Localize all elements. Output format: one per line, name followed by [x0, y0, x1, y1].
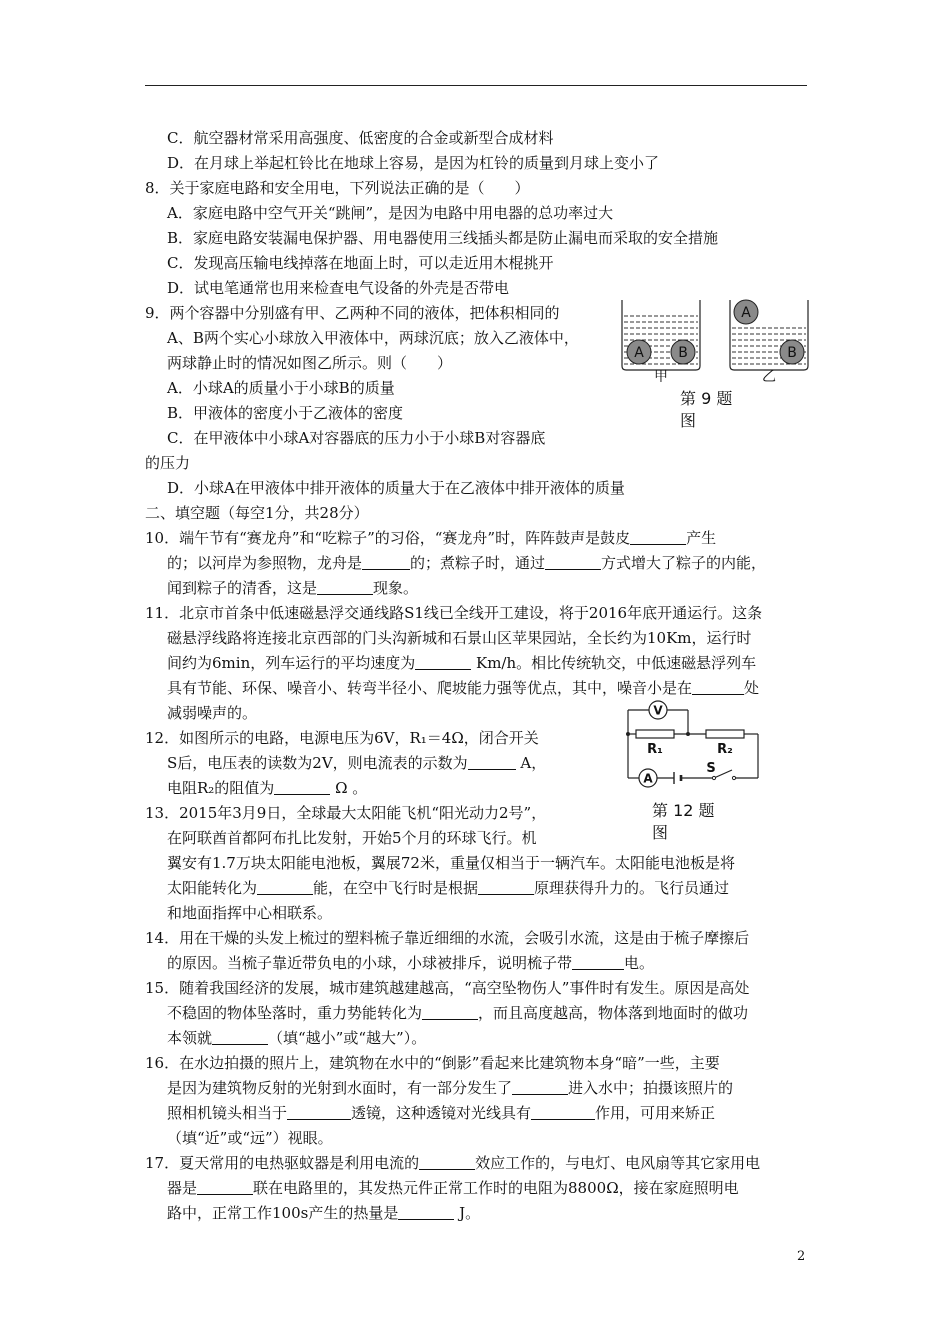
q10-line3: 闻到粽子的清香，这是 现象。	[167, 579, 419, 597]
label-jia: 甲	[654, 369, 668, 382]
q16-blank2[interactable]	[287, 1105, 351, 1120]
q10-blank1[interactable]	[630, 530, 686, 545]
container-jia	[622, 300, 700, 370]
q11-line2: 磁悬浮线路将连接北京西部的门头沟新城和石景山区苹果园站，全长约为10Km，运行时	[167, 629, 752, 647]
q13-line4: 太阳能转化为 能，在空中飞行时是根据 原理获得升力的。飞行员通过	[167, 879, 730, 897]
q12-line3: 电阻R₂的阻值为 Ω 。	[167, 779, 368, 797]
q16-line2: 是因为建筑物反射的光射到水面时，有一部分发生了 进入水中；拍摄该照片的	[167, 1079, 734, 1097]
q9-figure-caption-cont: 图	[680, 411, 697, 430]
q12-circuit-figure	[618, 698, 768, 790]
section-fill-in-title: 二、填空题（每空1分，共28分）	[145, 504, 369, 522]
q12-line2: S后，电压表的读数为2V，则电流表的示数为 A，	[167, 754, 547, 772]
r1-label: R₁	[647, 742, 663, 757]
header-rule	[145, 85, 807, 86]
q16-blank3[interactable]	[531, 1105, 595, 1120]
q12-blank2[interactable]	[274, 780, 330, 795]
switch-label: S	[706, 761, 716, 776]
q8-stem: 8．关于家庭电路和安全用电，下列说法正确的是（ ）	[145, 179, 530, 197]
q14-line2: 的原因。当梳子靠近带负电的小球，小球被排斥，说明梳子带 电。	[167, 954, 655, 972]
q8-option-d: D．试电笔通常也用来检查电气设备的外壳是否带电	[167, 279, 510, 297]
q12-figure-caption-cont: 图	[652, 823, 669, 842]
ball-a-yi-label: A	[741, 305, 751, 321]
ammeter-label: A	[643, 771, 653, 786]
q17-line2: 器是 联在电路里的，其发热元件正常工作时的电阻为8800Ω，接在家庭照明电	[167, 1179, 739, 1197]
switch-contact-left	[712, 776, 715, 779]
q13-line1: 13．2015年3月9日，全球最大太阳能飞机“阳光动力2号”，	[145, 804, 547, 822]
q17-line1: 17．夏天常用的电热驱蚊器是利用电流的 效应工作的，与电灯、电风扇等其它家用电	[145, 1154, 761, 1172]
q9-option-b: B．甲液体的密度小于乙液体的密度	[167, 404, 404, 422]
q13-line5: 和地面指挥中心相联系。	[167, 904, 333, 922]
q10-blank4[interactable]	[317, 580, 373, 595]
r2-label: R₂	[717, 742, 733, 757]
q8-option-c: C．发现高压输电线掉落在地面上时，可以走近用木棍挑开	[167, 254, 554, 272]
q17-blank2[interactable]	[197, 1180, 253, 1195]
page-number: 2	[797, 1249, 806, 1264]
q16-line4: （填“近”或“远”）视眼。	[167, 1129, 333, 1147]
q10-blank2[interactable]	[362, 555, 410, 570]
q8-option-b: B．家庭电路安装漏电保护器、用电器使用三线插头都是防止漏电而采取的安全措施	[167, 229, 719, 247]
q8-option-a: A．家庭电路中空气开关“跳闸”，是因为电路中用电器的总功率过大	[167, 204, 614, 222]
q11-line4: 具有节能、环保、噪音小、转弯半径小、爬坡能力强等优点，其中，噪音小是在 处	[167, 679, 760, 697]
q15-line3: 本领就 （填“越小”或“越大”）。	[167, 1029, 427, 1047]
q9-option-a: A．小球A的质量小于小球B的质量	[167, 379, 395, 397]
q7-option-c: C．航空器材常采用高强度、低密度的合金或新型合成材料	[167, 129, 554, 147]
q13-blank1[interactable]	[257, 880, 313, 895]
q9-figure	[615, 294, 820, 382]
q17-blank3[interactable]	[398, 1205, 454, 1220]
q15-line1: 15．随着我国经济的发展，城市建筑越建越高，“高空坠物伤人”事件时有发生。原因是高处	[145, 979, 750, 997]
q11-blank2[interactable]	[692, 680, 744, 695]
q14-line1: 14．用在干燥的头发上梳过的塑料梳子靠近细细的水流，会吸引水流，这是由于梳子摩擦后	[145, 929, 750, 947]
q11-line3: 间约为6min，列车运行的平均速度为 Km/h。相比传统轨交，中低速磁悬浮列车	[167, 654, 757, 672]
q17-blank1[interactable]	[419, 1155, 475, 1170]
container-yi	[730, 300, 808, 370]
q10-line2: 的；以河岸为参照物，龙舟是 的；煮粽子时，通过 方式增大了粽子的内能，	[167, 554, 767, 572]
ball-b-yi-label: B	[787, 345, 797, 361]
q12-blank1[interactable]	[468, 755, 516, 770]
q15-blank2[interactable]	[212, 1030, 268, 1045]
q12-line1: 12．如图所示的电路，电源电压为6V，R₁＝4Ω，闭合开关	[145, 729, 539, 747]
ball-a-jia-label: A	[634, 345, 644, 361]
q9-option-d: D．小球A在甲液体中排开液体的质量大于在乙液体中排开液体的质量	[167, 479, 625, 497]
q9-stem-line3: 两球静止时的情况如图乙所示。则（ ）	[167, 354, 453, 372]
q13-line2: 在阿联酋首都阿布扎比发射，开始5个月的环球飞行。机	[167, 829, 537, 847]
q14-blank1[interactable]	[572, 955, 624, 970]
q10-line1: 10．端午节有“赛龙舟”和“吃粽子”的习俗，“赛龙舟”时，阵阵鼓声是鼓皮 产生	[145, 529, 717, 547]
q15-blank1[interactable]	[422, 1005, 478, 1020]
q9-stem-line2: A、B两个实心小球放入甲液体中，两球沉底；放入乙液体中，	[167, 329, 579, 347]
q9-option-c: C．在甲液体中小球A对容器底的压力小于小球B对容器底	[167, 429, 546, 447]
q13-line3: 翼安有1.7万块太阳能电池板，翼展72米，重量仅相当于一辆汽车。太阳能电池板是将	[167, 854, 735, 872]
q10-blank3[interactable]	[545, 555, 601, 570]
switch-contact-right	[732, 776, 735, 779]
label-yi: 乙	[762, 369, 776, 382]
q11-line1: 11．北京市首条中低速磁悬浮交通线路S1线已全线开工建设，将于2016年底开通运行。这条	[145, 604, 763, 622]
q9-stem-line1: 9．两个容器中分别盛有甲、乙两种不同的液体，把体积相同的	[145, 304, 560, 322]
q12-figure-caption: 第 12 题	[652, 801, 715, 820]
voltmeter-label: V	[653, 703, 663, 718]
q16-line3: 照相机镜头相当于 透镜，这种透镜对光线具有 作用，可用来矫正	[167, 1104, 716, 1122]
q11-line5: 减弱噪声的。	[167, 704, 258, 722]
q17-line3: 路中，正常工作100s产生的热量是 J。	[167, 1204, 481, 1222]
q11-blank1[interactable]	[415, 655, 471, 670]
q16-line1: 16．在水边拍摄的照片上，建筑物在水中的“倒影”看起来比建筑物本身“暗”一些，主要	[145, 1054, 720, 1072]
q9-figure-caption: 第 9 题	[680, 389, 733, 408]
q15-line2: 不稳固的物体坠落时，重力势能转化为 ，而且高度越高，物体落到地面时的做功	[167, 1004, 749, 1022]
q9-option-c-cont: 的压力	[145, 454, 191, 472]
q16-blank1[interactable]	[512, 1080, 568, 1095]
ball-b-jia-label: B	[678, 345, 688, 361]
q7-option-d: D．在月球上举起杠铃比在地球上容易，是因为杠铃的质量到月球上变小了	[167, 154, 660, 172]
q13-blank2[interactable]	[478, 880, 534, 895]
